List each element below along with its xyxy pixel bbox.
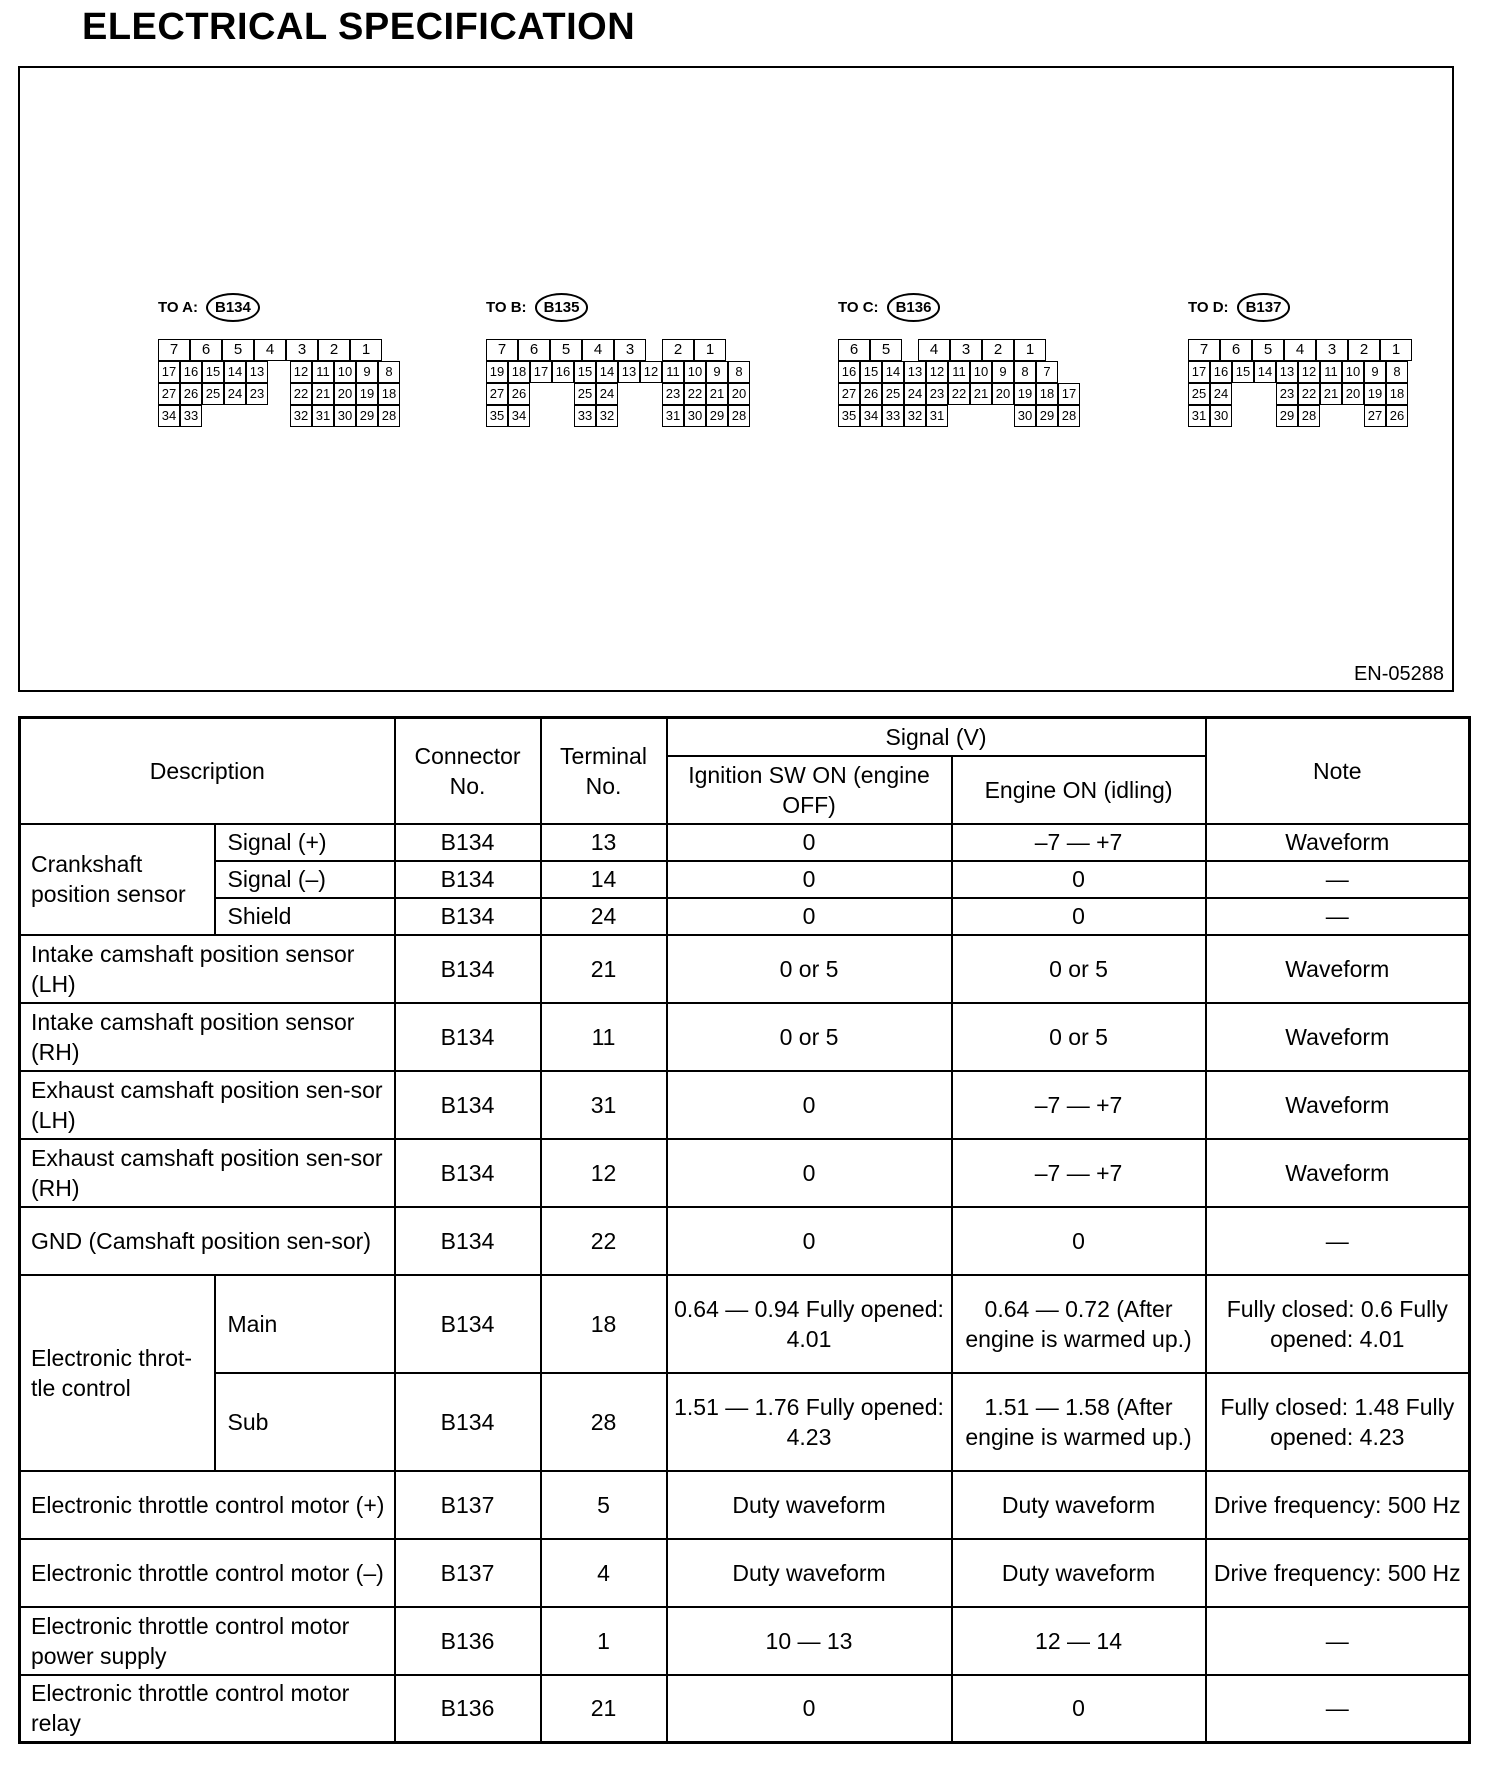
note-cell: Fully closed: 0.6 Fully opened: 4.01 [1206, 1275, 1470, 1373]
page-title: ELECTRICAL SPECIFICATION [82, 6, 636, 48]
pin: 34 [860, 405, 882, 427]
pin: 5 [550, 339, 582, 361]
connector-cell: B134 [395, 861, 541, 898]
pin: 35 [838, 405, 860, 427]
description-cell: Intake camshaft position sensor (RH) [20, 1003, 395, 1071]
header-signal: Signal (V) [667, 718, 1206, 756]
pin: 17 [1188, 361, 1210, 383]
pin: 12 [290, 361, 312, 383]
pin: 25 [1188, 383, 1210, 405]
ignition-cell: 0 or 5 [667, 1003, 952, 1071]
connector-figure [18, 66, 1454, 692]
engine-cell: 0 [952, 898, 1206, 935]
pin: 33 [180, 405, 202, 427]
note-cell: Waveform [1206, 935, 1470, 1003]
terminal-cell: 24 [541, 898, 667, 935]
table-row [20, 1139, 1470, 1207]
pin: 19 [1014, 383, 1036, 405]
pin: 7 [1188, 339, 1220, 361]
note-cell: — [1206, 861, 1470, 898]
table-row [20, 861, 1470, 898]
connector-cell: B134 [395, 935, 541, 1003]
pin: 25 [882, 383, 904, 405]
pin: 5 [1252, 339, 1284, 361]
pin: 5 [870, 339, 902, 361]
pin: 23 [926, 383, 948, 405]
terminal-cell: 21 [541, 935, 667, 1003]
pin: 27 [158, 383, 180, 405]
pin: 20 [992, 383, 1014, 405]
pin: 10 [1342, 361, 1364, 383]
pin: 3 [614, 339, 646, 361]
connector-prefix: TO B: [486, 298, 527, 316]
connector-label [1188, 289, 1290, 325]
description-cell: Electronic throt-tle control [20, 1275, 215, 1471]
pin: 18 [378, 383, 400, 405]
terminal-cell: 28 [541, 1373, 667, 1471]
engine-cell: Duty waveform [952, 1539, 1206, 1607]
pin: 6 [190, 339, 222, 361]
pin: 27 [838, 383, 860, 405]
ignition-cell: Duty waveform [667, 1471, 952, 1539]
pin: 13 [618, 361, 640, 383]
ignition-cell: 10 — 13 [667, 1607, 952, 1675]
pin: 11 [1320, 361, 1342, 383]
engine-cell: 0 [952, 1207, 1206, 1275]
engine-cell: –7 — +7 [952, 1139, 1206, 1207]
connector-b134 [158, 289, 397, 423]
pin: 1 [1380, 339, 1412, 361]
sub-description-cell: Sub [215, 1373, 395, 1471]
terminal-cell: 14 [541, 861, 667, 898]
pin: 11 [312, 361, 334, 383]
table-row [20, 1071, 1470, 1139]
connector-cell: B137 [395, 1471, 541, 1539]
connector-cell: B134 [395, 898, 541, 935]
pin: 24 [904, 383, 926, 405]
pin: 25 [574, 383, 596, 405]
pin: 15 [574, 361, 596, 383]
header-description: Description [20, 718, 395, 824]
ignition-cell: 0 [667, 898, 952, 935]
engine-cell: –7 — +7 [952, 1071, 1206, 1139]
description-cell: Intake camshaft position sensor (LH) [20, 935, 395, 1003]
pin: 1 [350, 339, 382, 361]
connector-id-badge: B137 [1237, 293, 1291, 322]
description-cell: Crankshaft position sensor [20, 824, 215, 935]
pin: 23 [1276, 383, 1298, 405]
pin: 22 [684, 383, 706, 405]
pin: 10 [970, 361, 992, 383]
ignition-cell: 0 [667, 1675, 952, 1743]
pin: 28 [1058, 405, 1080, 427]
pin: 24 [1210, 383, 1232, 405]
note-cell: Fully closed: 1.48 Fully opened: 4.23 [1206, 1373, 1470, 1471]
connector-label [158, 289, 260, 325]
ignition-cell: Duty waveform [667, 1539, 952, 1607]
connector-cell: B134 [395, 1373, 541, 1471]
pin: 28 [1298, 405, 1320, 427]
pin: 3 [1316, 339, 1348, 361]
ignition-cell: 0 or 5 [667, 935, 952, 1003]
sub-description-cell: Signal (–) [215, 861, 395, 898]
table-row [20, 1607, 1470, 1675]
engine-cell: 0 [952, 1675, 1206, 1743]
pin: 4 [918, 339, 950, 361]
description-cell: Electronic throttle control motor power supply [20, 1607, 395, 1675]
pin: 7 [486, 339, 518, 361]
terminal-cell: 1 [541, 1607, 667, 1675]
pin: 19 [1364, 383, 1386, 405]
pin: 4 [1284, 339, 1316, 361]
pin: 24 [224, 383, 246, 405]
pin: 23 [662, 383, 684, 405]
pin: 2 [662, 339, 694, 361]
pin: 9 [356, 361, 378, 383]
engine-cell: 1.51 — 1.58 (After engine is warmed up.) [952, 1373, 1206, 1471]
engine-cell: 0 [952, 861, 1206, 898]
pin: 26 [508, 383, 530, 405]
note-cell: Waveform [1206, 1071, 1470, 1139]
connector-id-badge: B136 [887, 293, 941, 322]
description-cell: Exhaust camshaft position sen-sor (RH) [20, 1139, 395, 1207]
connector-cell: B134 [395, 1275, 541, 1373]
note-cell: — [1206, 1607, 1470, 1675]
pin: 21 [970, 383, 992, 405]
table-row [20, 1539, 1470, 1607]
pin: 15 [1232, 361, 1254, 383]
ignition-cell: 1.51 — 1.76 Fully opened: 4.23 [667, 1373, 952, 1471]
table-row [20, 1471, 1470, 1539]
note-cell: Waveform [1206, 1003, 1470, 1071]
pin: 29 [1036, 405, 1058, 427]
pin: 34 [158, 405, 180, 427]
pin: 16 [1210, 361, 1232, 383]
table-row [20, 1675, 1470, 1743]
connector-cell: B134 [395, 1207, 541, 1275]
connector-label [838, 289, 940, 325]
pin: 26 [860, 383, 882, 405]
spec-table [18, 716, 1471, 1744]
pin: 1 [694, 339, 726, 361]
pin: 30 [684, 405, 706, 427]
pin: 22 [1298, 383, 1320, 405]
engine-cell: 0.64 — 0.72 (After engine is warmed up.) [952, 1275, 1206, 1373]
pin: 21 [706, 383, 728, 405]
pin: 34 [508, 405, 530, 427]
note-cell: Drive frequency: 500 Hz [1206, 1539, 1470, 1607]
pin: 6 [838, 339, 870, 361]
note-cell: — [1206, 1207, 1470, 1275]
pin: 20 [334, 383, 356, 405]
engine-cell: 0 or 5 [952, 1003, 1206, 1071]
header-ignition: Ignition SW ON (engine OFF) [667, 756, 952, 824]
pin: 7 [158, 339, 190, 361]
note-cell: Waveform [1206, 824, 1470, 861]
engine-cell: 0 or 5 [952, 935, 1206, 1003]
connector-prefix: TO D: [1188, 298, 1229, 316]
pin: 2 [982, 339, 1014, 361]
pin: 24 [596, 383, 618, 405]
header-note: Note [1206, 718, 1470, 824]
pin: 19 [356, 383, 378, 405]
pin: 18 [1386, 383, 1408, 405]
terminal-cell: 22 [541, 1207, 667, 1275]
pin: 31 [312, 405, 334, 427]
table-row [20, 1373, 1470, 1471]
pin: 12 [926, 361, 948, 383]
spec-table-body [20, 824, 1470, 1743]
header-engine: Engine ON (idling) [952, 756, 1206, 824]
pin: 17 [530, 361, 552, 383]
pin: 29 [356, 405, 378, 427]
pin: 30 [1014, 405, 1036, 427]
connector-cell: B134 [395, 824, 541, 861]
pin: 17 [1058, 383, 1080, 405]
pin: 2 [1348, 339, 1380, 361]
pin: 7 [1036, 361, 1058, 383]
pin: 26 [180, 383, 202, 405]
pin: 18 [508, 361, 530, 383]
ignition-cell: 0 [667, 1207, 952, 1275]
pin: 9 [1364, 361, 1386, 383]
header-connector: Connector No. [395, 718, 541, 824]
pin: 32 [290, 405, 312, 427]
pin: 28 [728, 405, 750, 427]
pin: 32 [904, 405, 926, 427]
table-row [20, 935, 1470, 1003]
pin: 5 [222, 339, 254, 361]
pin: 32 [596, 405, 618, 427]
description-cell: Exhaust camshaft position sen-sor (LH) [20, 1071, 395, 1139]
engine-cell: –7 — +7 [952, 824, 1206, 861]
pin: 19 [486, 361, 508, 383]
connector-cell: B136 [395, 1607, 541, 1675]
pin: 14 [596, 361, 618, 383]
connector-b135 [486, 289, 747, 423]
pin: 22 [948, 383, 970, 405]
terminal-cell: 5 [541, 1471, 667, 1539]
connector-b137 [1188, 289, 1405, 423]
pin: 10 [334, 361, 356, 383]
pin: 15 [860, 361, 882, 383]
pin: 33 [574, 405, 596, 427]
pin: 21 [312, 383, 334, 405]
pin: 1 [1014, 339, 1046, 361]
pin: 11 [948, 361, 970, 383]
pin: 31 [1188, 405, 1210, 427]
ignition-cell: 0 [667, 861, 952, 898]
sub-description-cell: Shield [215, 898, 395, 935]
description-cell: Electronic throttle control motor (–) [20, 1539, 395, 1607]
connector-prefix: TO A: [158, 298, 198, 316]
terminal-cell: 13 [541, 824, 667, 861]
ignition-cell: 0.64 — 0.94 Fully opened: 4.01 [667, 1275, 952, 1373]
pin: 16 [180, 361, 202, 383]
terminal-cell: 11 [541, 1003, 667, 1071]
header-terminal: Terminal No. [541, 718, 667, 824]
pin: 11 [662, 361, 684, 383]
note-cell: — [1206, 1675, 1470, 1743]
pin: 23 [246, 383, 268, 405]
connector-b136 [838, 289, 1077, 423]
pin: 6 [1220, 339, 1252, 361]
pin: 29 [1276, 405, 1298, 427]
pin: 12 [640, 361, 662, 383]
engine-cell: Duty waveform [952, 1471, 1206, 1539]
pin: 35 [486, 405, 508, 427]
connector-cell: B134 [395, 1003, 541, 1071]
connector-cell: B134 [395, 1071, 541, 1139]
pin: 22 [290, 383, 312, 405]
pin: 25 [202, 383, 224, 405]
connector-id-badge: B135 [535, 293, 589, 322]
sub-description-cell: Main [215, 1275, 395, 1373]
table-row [20, 824, 1470, 861]
terminal-cell: 18 [541, 1275, 667, 1373]
pin: 20 [728, 383, 750, 405]
note-cell: Drive frequency: 500 Hz [1206, 1471, 1470, 1539]
pin: 16 [552, 361, 574, 383]
pin: 13 [904, 361, 926, 383]
pin: 8 [378, 361, 400, 383]
pin: 8 [728, 361, 750, 383]
table-row [20, 1275, 1470, 1373]
description-cell: Electronic throttle control motor relay [20, 1675, 395, 1743]
pin: 15 [202, 361, 224, 383]
pin: 2 [318, 339, 350, 361]
connector-cell: B136 [395, 1675, 541, 1743]
pin: 30 [334, 405, 356, 427]
pin: 14 [882, 361, 904, 383]
note-cell: — [1206, 898, 1470, 935]
pin: 27 [486, 383, 508, 405]
sub-description-cell: Signal (+) [215, 824, 395, 861]
pin: 12 [1298, 361, 1320, 383]
ignition-cell: 0 [667, 824, 952, 861]
terminal-cell: 31 [541, 1071, 667, 1139]
table-row [20, 898, 1470, 935]
pin: 27 [1364, 405, 1386, 427]
table-row [20, 1207, 1470, 1275]
pin: 30 [1210, 405, 1232, 427]
pin: 8 [1014, 361, 1036, 383]
pin: 31 [662, 405, 684, 427]
description-cell: Electronic throttle control motor (+) [20, 1471, 395, 1539]
pin: 9 [992, 361, 1014, 383]
table-row [20, 1003, 1470, 1071]
ignition-cell: 0 [667, 1071, 952, 1139]
description-cell: GND (Camshaft position sen-sor) [20, 1207, 395, 1275]
pin: 14 [224, 361, 246, 383]
pin: 3 [950, 339, 982, 361]
connector-cell: B134 [395, 1139, 541, 1207]
terminal-cell: 12 [541, 1139, 667, 1207]
pin: 18 [1036, 383, 1058, 405]
pin: 17 [158, 361, 180, 383]
pin: 31 [926, 405, 948, 427]
pin: 26 [1386, 405, 1408, 427]
connector-label [486, 289, 588, 325]
connector-cell: B137 [395, 1539, 541, 1607]
pin: 33 [882, 405, 904, 427]
pin: 29 [706, 405, 728, 427]
figure-code: EN-05288 [1353, 663, 1444, 685]
engine-cell: 12 — 14 [952, 1607, 1206, 1675]
pin: 6 [518, 339, 550, 361]
pin: 16 [838, 361, 860, 383]
pin: 13 [1276, 361, 1298, 383]
pin: 3 [286, 339, 318, 361]
pin: 14 [1254, 361, 1276, 383]
ignition-cell: 0 [667, 1139, 952, 1207]
note-cell: Waveform [1206, 1139, 1470, 1207]
pin: 9 [706, 361, 728, 383]
pin: 4 [582, 339, 614, 361]
pin: 28 [378, 405, 400, 427]
terminal-cell: 4 [541, 1539, 667, 1607]
pin: 4 [254, 339, 286, 361]
pin: 10 [684, 361, 706, 383]
terminal-cell: 21 [541, 1675, 667, 1743]
pin: 8 [1386, 361, 1408, 383]
connector-id-badge: B134 [206, 293, 260, 322]
pin: 20 [1342, 383, 1364, 405]
pin: 21 [1320, 383, 1342, 405]
pin: 13 [246, 361, 268, 383]
connector-prefix: TO C: [838, 298, 879, 316]
